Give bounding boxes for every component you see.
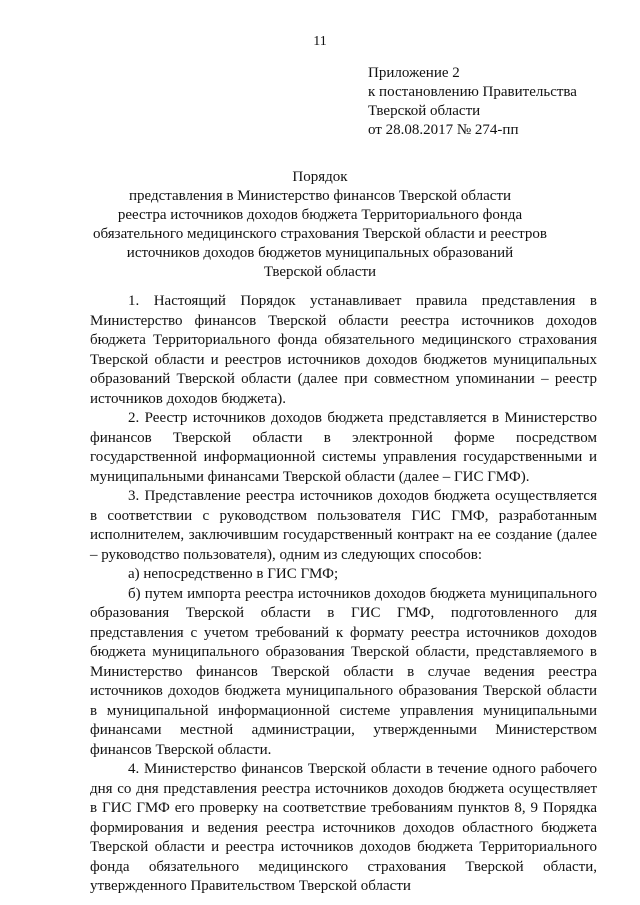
paragraph-2: 2. Реестр источников доходов бюджета представляется в Министерство финансов Тверской области в электронной форме посредством государственной информационной системы управления государственными и муниципальными финансами Тверской области (далее – ГИС ГМФ). [90, 410, 597, 485]
title-line: Тверской области [263, 264, 377, 280]
appendix-block [368, 64, 618, 140]
paragraph-3a: а) непосредственно в ГИС ГМФ; [128, 566, 339, 582]
appendix-line: к постановлению Правительства [368, 84, 577, 100]
appendix-line: от 28.08.2017 № 274-пп [368, 122, 519, 138]
appendix-line: Тверской области [368, 103, 481, 119]
document-title [80, 168, 560, 282]
title-line: реестра источников доходов бюджета Территориального фонда [117, 207, 523, 223]
title-line: Порядок [292, 169, 348, 185]
page-number: 11 [313, 34, 327, 49]
title-line: источников доходов бюджетов муниципальных образований [126, 245, 514, 261]
paragraph-1: 1. Настоящий Порядок устанавливает правила представления в Министерство финансов Тверской области реестра источников доходов бюджета Территориального фонда обязательного медицинского страхования Тверской области и реестров источников доходов бюджетов муниципальных образований Тверской области (далее при совместном упоминании – реестр источников доходов бюджета). [90, 293, 597, 407]
title-line: обязательного медицинского страхования Тверской области и реестров [93, 226, 547, 242]
title-line: представления в Министерство финансов Тверской области [128, 188, 512, 204]
paragraph-3: 3. Представление реестра источников доходов бюджета осуществляется в соответствии с руководством пользователя ГИС ГМФ, разработанным исполнителем, заключившим государственный контракт на ее создание (далее – руководство пользователя), одним из следующих способов: [90, 488, 597, 563]
appendix-line: Приложение 2 [368, 65, 460, 81]
paragraph-3b: б) путем импорта реестра источников доходов бюджета муниципального образования Тверской области в ГИС ГМФ, подготовленного для представления с учетом требований к формату реестра источников доходов бюджета муниципального образования Тверской области, представляемого в Министерство финансов Тверской области в случае ведения реестра источников доходов бюджета муниципального образования Тверской области в муниципальной информационной системе управления муниципальными финансами местной администрации, утвержденными Министерством финансов Тверской области. [90, 585, 597, 758]
paragraph-4: 4. Министерство финансов Тверской области в течение одного рабочего дня со дня представления реестра источников доходов бюджета осуществляет в ГИС ГМФ его проверку на соответствие требованиям пунктов 8, 9 Порядка формирования и ведения реестра источников доходов областного бюджета Тверской области и реестра источников доходов бюджета Территориального фонда обязательного медицинского страхования Тверской области, утвержденного Правительством Тверской области [90, 761, 597, 894]
document-body [90, 292, 597, 897]
